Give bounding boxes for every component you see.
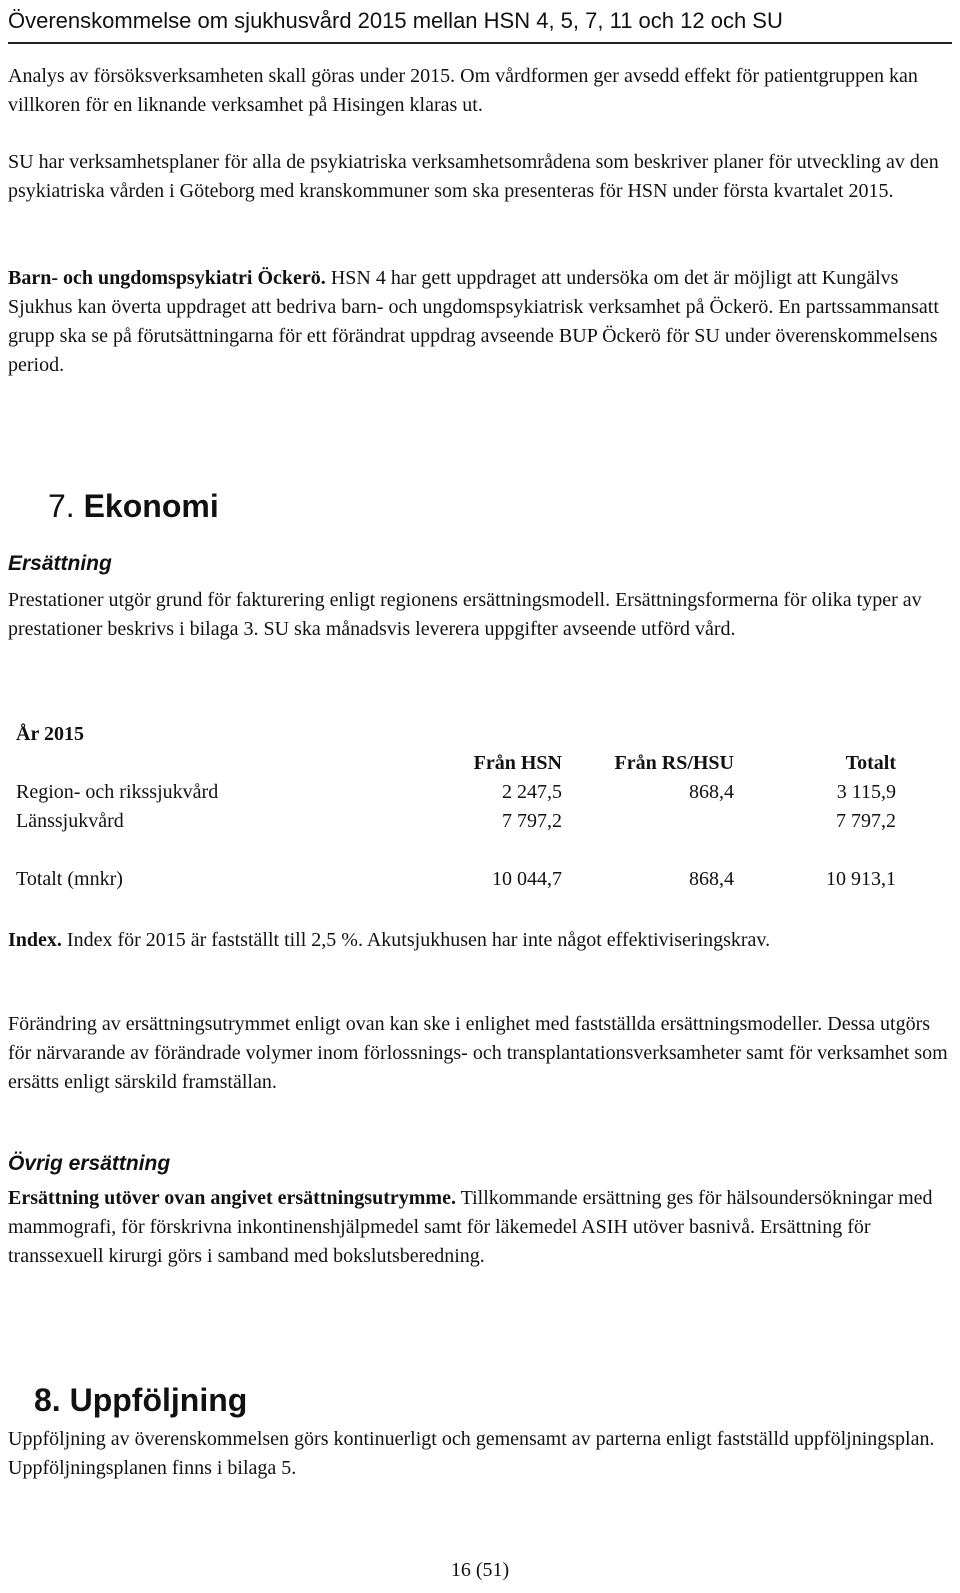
document-title: Överenskommelse om sjukhusvård 2015 mellan HSN 4, 5, 7, 11 och 12 och SU — [8, 8, 783, 33]
section-7-number: 7. — [48, 488, 75, 524]
table-year-row — [16, 720, 896, 749]
paragraph-forandring: Förändring av ersättningsutrymmet enligt ovan kan ske i enlighet med fastställda ersättningsmodeller. Dessa utgörs för närvarande av förändrade volymer inom förlossnings- och transplantationsverksamheter samt för verksamhet som ersätts enligt särskild framställan. — [8, 1013, 948, 1093]
table-cell-fran-hsn: 7 797,2 — [502, 810, 562, 832]
table-row — [16, 778, 896, 807]
column-header-totalt: Totalt — [845, 752, 896, 774]
index-lead: Index. — [8, 929, 62, 951]
paragraph-ersattning-intro: Prestationer utgör grund för fakturering enligt regionens ersättningsmodell. Ersättningsformerna för olika typer av prestationer beskrivs i bilaga 3. SU ska månadsvis leverera uppgifter avseende utförd vård. — [8, 589, 922, 640]
table-total-row — [16, 865, 896, 894]
paragraph-ovrig — [8, 1184, 948, 1271]
section-8-title: Uppföljning — [69, 1382, 248, 1418]
column-header-fran-rs-hsu: Från RS/HSU — [614, 752, 734, 774]
table-cell-fran-hsn: 2 247,5 — [502, 781, 562, 803]
column-header-fran-hsn: Från HSN — [473, 752, 562, 774]
total-cell-label: Totalt (mnkr) — [16, 868, 123, 890]
section-8-number: 8. — [34, 1382, 61, 1418]
bup-lead: Barn- och ungdomspsykiatri Öckerö. — [8, 267, 326, 289]
paragraph-analys: Analys av försöksverksamheten skall göras under 2015. Om vårdformen ger avsedd effekt för patientgruppen kan villkoren för en liknande verksamhet på Hisingen klaras ut. — [8, 65, 918, 116]
total-cell-fran-hsn: 10 044,7 — [492, 868, 562, 890]
table-year-label: År 2015 — [16, 723, 84, 745]
table-cell-totalt: 3 115,9 — [836, 781, 896, 803]
table-cell-fran-rs-hsu: 868,4 — [689, 781, 734, 803]
paragraph-index — [8, 926, 948, 955]
paragraph-bup — [8, 264, 948, 380]
table-cell-label: Region- och rikssjukvård — [16, 781, 219, 803]
ovrig-text: Tillkommande ersättning ges för hälsoundersökningar med mammografi, för förskrivna inkontinenshjälpmedel samt för läkemedel ASIH utöver basnivå. Ersättning för transsexuell kirurgi görs i samband med bokslutsberedning. — [8, 1187, 933, 1267]
index-text: Index för 2015 är fastställt till 2,5 %. Akutsjukhusen har inte något effektiviseringskrav. — [61, 929, 771, 951]
section-7-heading — [48, 486, 219, 526]
bup-text: HSN 4 har gett uppdraget att undersöka om det är möjligt att Kungälvs Sjukhus kan överta uppdraget att bedriva barn- och ungdomspsykiatrisk verksamhet på Öckerö. En partssammansatt grupp ska se på förutsättningarna för ett förändrat uppdrag avseende BUP Öckerö för SU under överenskommelsens period. — [8, 267, 939, 376]
total-cell-fran-rs-hsu: 868,4 — [689, 868, 734, 890]
table-spacer-row — [16, 836, 896, 865]
section-7-title: Ekonomi — [83, 488, 219, 524]
paragraph-su-planer: SU har verksamhetsplaner för alla de psykiatriska verksamhetsområdena som beskriver planer för utveckling av den psykiatriska vården i Göteborg med kranskommuner som ska presenteras för HSN under första kvartalet 2015. — [8, 151, 939, 202]
budget-table — [16, 720, 896, 894]
paragraph-uppfoljning: Uppföljning av överenskommelsen görs kontinuerligt och gemensamt av parterna enligt fastställd uppföljningsplan. Uppföljningsplanen finns i bilaga 5. — [8, 1428, 935, 1479]
ovrig-lead: Ersättning utöver ovan angivet ersättningsutrymme. — [8, 1187, 456, 1209]
table-cell-totalt: 7 797,2 — [836, 810, 896, 832]
ersattning-heading: Ersättning — [8, 552, 112, 575]
total-cell-totalt: 10 913,1 — [826, 868, 896, 890]
document-header — [8, 6, 952, 44]
ovrig-ersattning-heading: Övrig ersättning — [8, 1152, 171, 1175]
table-cell-label: Länssjukvård — [16, 810, 124, 832]
table-row — [16, 807, 896, 836]
section-8-heading — [34, 1380, 247, 1420]
page-number: 16 (51) — [450, 1559, 510, 1581]
table-header-row — [16, 749, 896, 778]
